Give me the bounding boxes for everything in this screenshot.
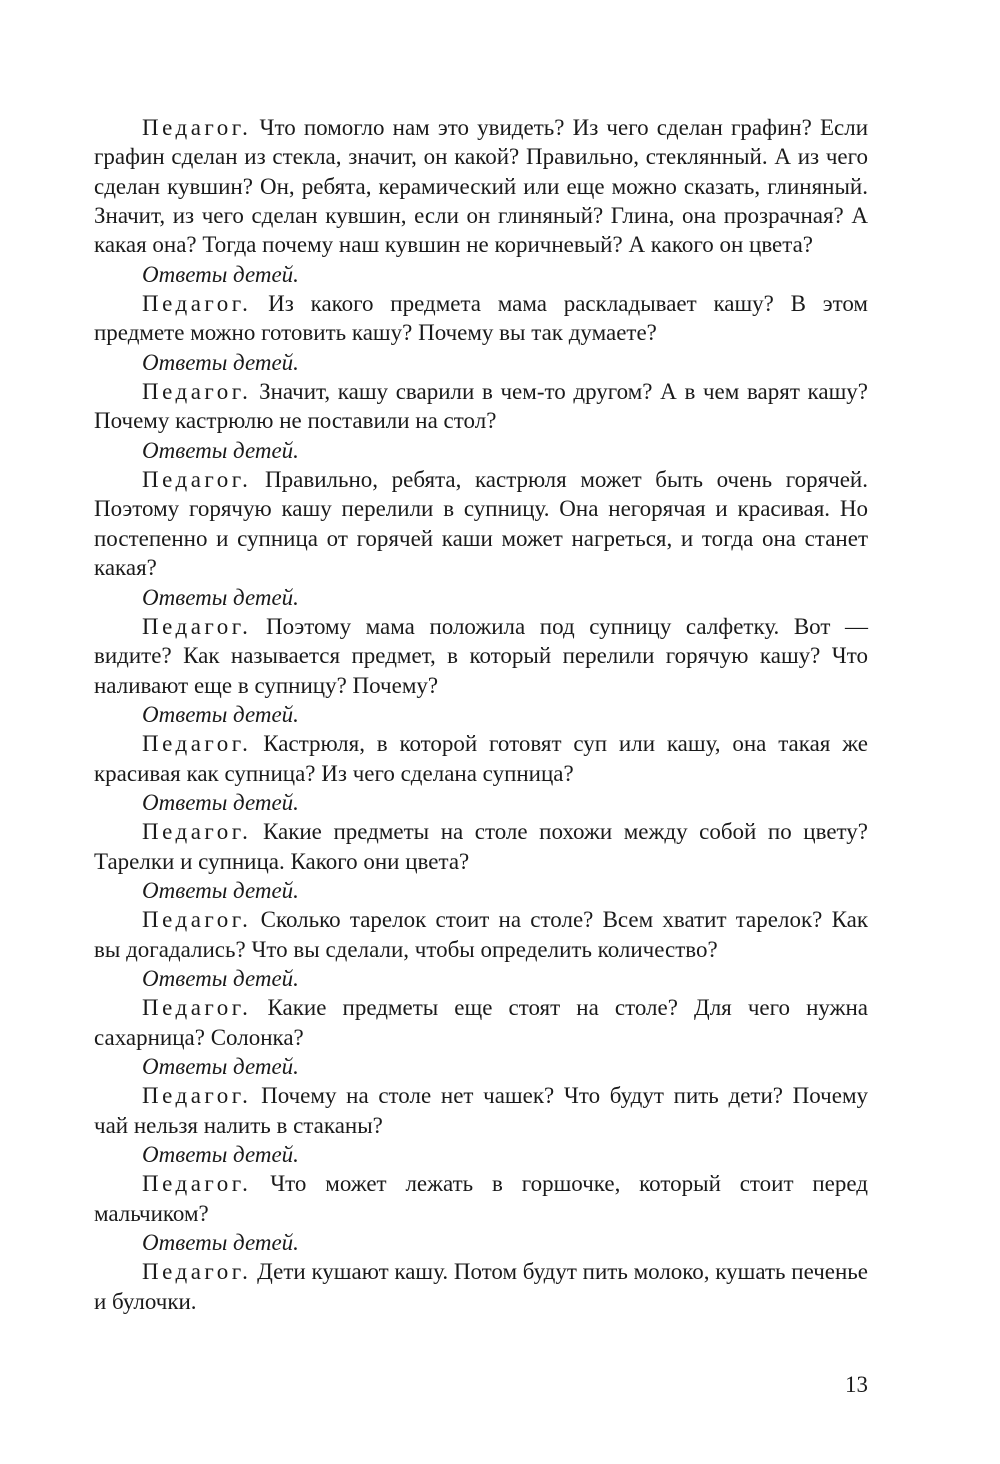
children-answers: Ответы детей. xyxy=(142,1230,299,1256)
teacher-speech: Дети кушают кашу. Потом будут пить молоко, кушать печенье и булочки. xyxy=(94,1259,868,1314)
speaker-label: Педагог. xyxy=(142,291,252,317)
dialogue-paragraph xyxy=(94,1169,868,1228)
children-answers: Ответы детей. xyxy=(142,1142,299,1168)
speaker-label: Педагог. xyxy=(142,907,252,933)
dialogue-paragraph xyxy=(94,817,868,876)
teacher-speech: Сколько тарелок стоит на столе? Всем хватит тарелок? Как вы догадались? Что вы сделали, чтобы определить количество? xyxy=(94,907,868,962)
page-number: 13 xyxy=(845,1372,868,1397)
dialogue-paragraph xyxy=(94,612,868,700)
speaker-label: Педагог. xyxy=(142,115,252,140)
dialogue-paragraph xyxy=(94,729,868,788)
speaker-label: Педагог. xyxy=(142,819,252,845)
dialogue-paragraph xyxy=(94,1081,868,1140)
speaker-label: Педагог. xyxy=(142,467,252,493)
teacher-speech: Значит, кашу сварили в чем-то другом? А в чем варят кашу? Почему кастрюлю не поставили на стол? xyxy=(94,379,868,434)
dialogue-paragraph xyxy=(94,1257,868,1316)
dialogue-paragraph xyxy=(94,377,868,436)
teacher-speech: Кастрюля, в которой готовят суп или кашу, она такая же красивая как супница? Из чего сделана супница? xyxy=(94,731,869,786)
speaker-label: Педагог. xyxy=(142,613,252,639)
speaker-label: Педагог. xyxy=(142,1259,252,1285)
teacher-speech: Что помогло нам это увидеть? Из чего сделан графин? Если графин сделан из стекла, значит, он какой? Правильно, стеклянный. А из чего сделан кувшин? Он, ребята, керамический или еще можно сказать, глиняный. Значит, из чего сделан кувшин, если он глиняный? Глина, она прозрачная? А какая она? Тогда почему наш кувшин не коричневый? А какого он цвета? xyxy=(94,115,868,258)
teacher-speech: Какие предметы еще стоят на столе? Для чего нужна сахарница? Солонка? xyxy=(94,995,868,1050)
dialogue-paragraph xyxy=(94,993,868,1052)
children-answers: Ответы детей. xyxy=(142,877,299,903)
children-answers: Ответы детей. xyxy=(142,701,299,727)
speaker-label: Педагог. xyxy=(142,995,252,1021)
dialogue-paragraph xyxy=(94,905,868,964)
teacher-speech: Правильно, ребята, кастрюля может быть очень горячей. Поэтому горячую кашу перелили в супницу. Она негорячая и красивая. Но постепенно и супница от горячей каши может нагреться, и тогда она станет какая? xyxy=(94,467,868,581)
teacher-speech: Что может лежать в горшочке, который стоит перед мальчиком? xyxy=(94,1171,869,1226)
teacher-speech: Почему на столе нет чашек? Что будут пить дети? Почему чай нельзя налить в стаканы? xyxy=(94,1083,869,1138)
children-answers: Ответы детей. xyxy=(142,349,299,375)
teacher-speech: Из какого предмета мама раскладывает кашу? В этом предмете можно готовить кашу? Почему вы так думаете? xyxy=(94,291,868,346)
speaker-label: Педагог. xyxy=(142,379,252,405)
teacher-speech: Поэтому мама положила под супницу салфетку. Вот — видите? Как называется предмет, в который перелили горячую кашу? Что наливают еще в супницу? Почему? xyxy=(94,613,868,698)
children-answers: Ответы детей. xyxy=(142,437,299,463)
dialogue-paragraph xyxy=(94,113,868,260)
children-answers: Ответы детей. xyxy=(142,261,299,287)
speaker-label: Педагог. xyxy=(142,1171,252,1197)
children-answers: Ответы детей. xyxy=(142,965,299,991)
children-answers: Ответы детей. xyxy=(142,1054,299,1079)
speaker-label: Педагог. xyxy=(142,1083,252,1109)
children-answers: Ответы детей. xyxy=(142,789,299,815)
dialogue-paragraph xyxy=(94,465,868,582)
children-answers: Ответы детей. xyxy=(142,584,299,610)
teacher-speech: Какие предметы на столе похожи между собой по цвету? Тарелки и супница. Какого они цвета? xyxy=(94,819,868,874)
body-text xyxy=(94,113,868,1316)
dialogue-paragraph xyxy=(94,289,868,348)
speaker-label: Педагог. xyxy=(142,731,252,757)
